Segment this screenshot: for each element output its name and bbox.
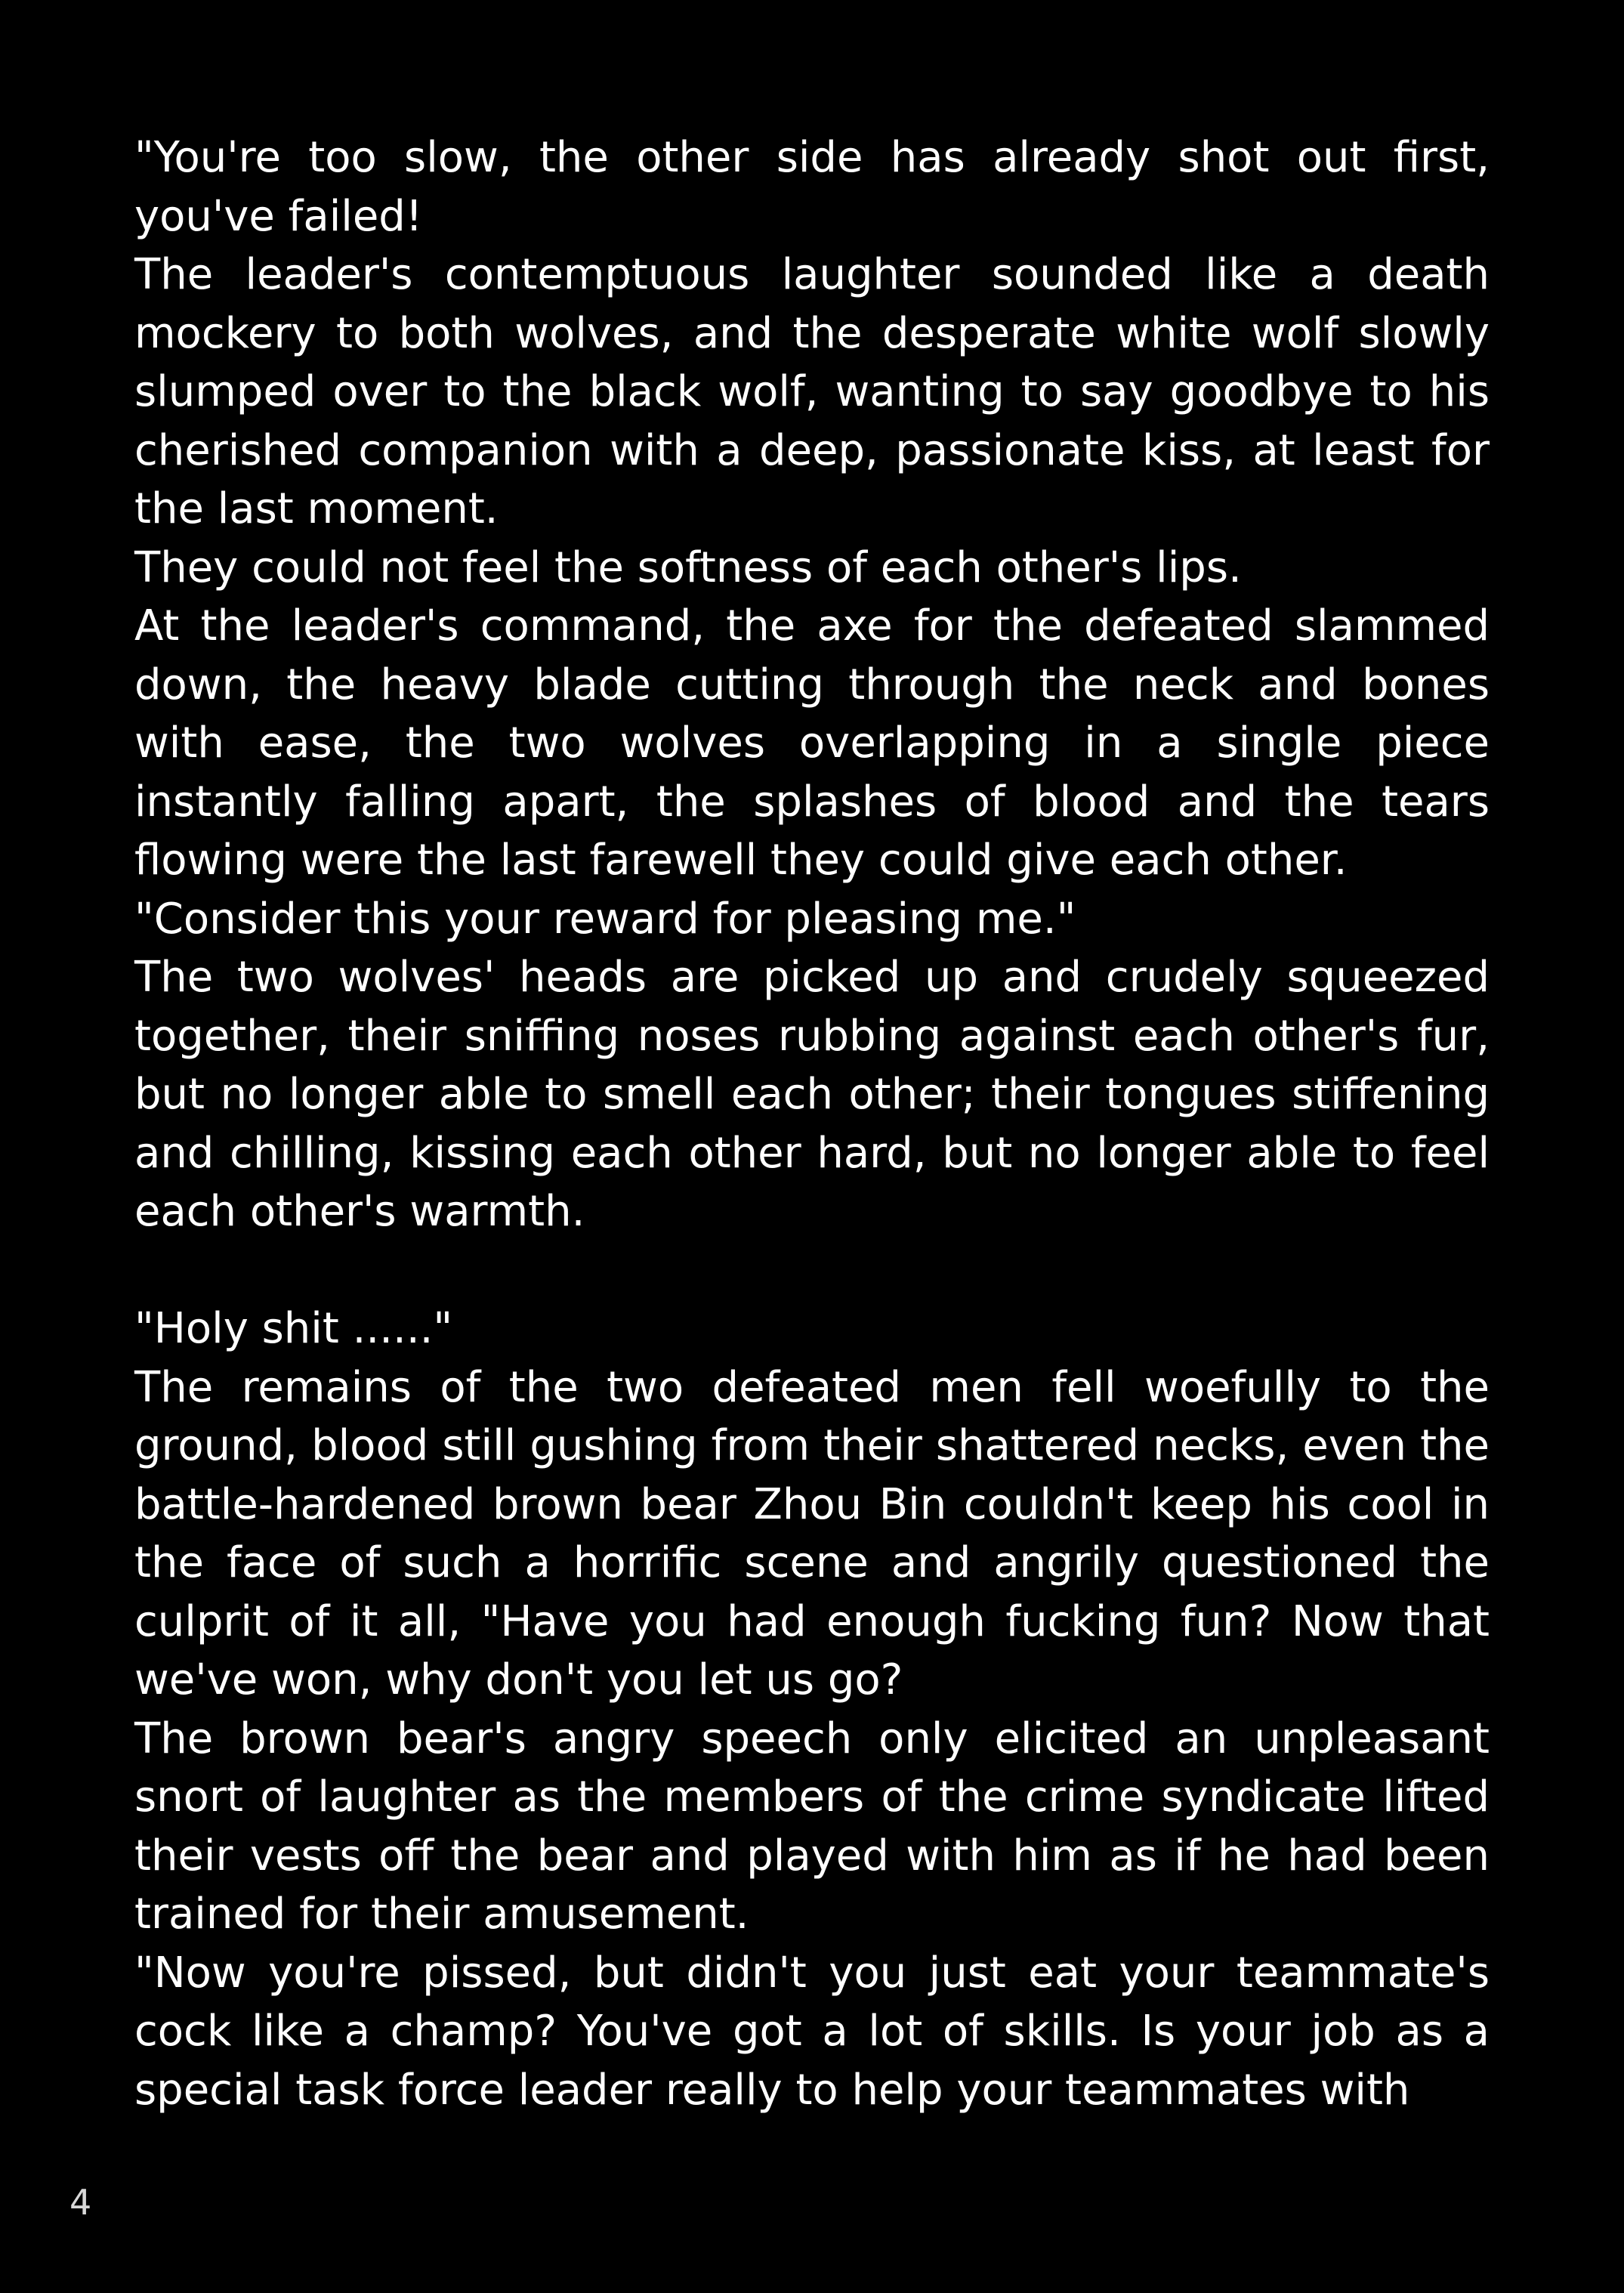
page-number: 4 bbox=[69, 2182, 92, 2223]
paragraph-6: The two wolves' heads are picked up and crudely squeezed together, their sniffing noses rubbing against each other's fur, but no longer able to smell each other; their tongues stiffening and chilling, kissing each other hard, but no longer able to feel each other's warmth. bbox=[134, 953, 1490, 1236]
paragraph-2: The leader's contemptuous laughter sounded like a death mockery to both wolves, and the desperate white wolf slowly slumped over to the black wolf, wanting to say goodbye to his cherished companion with a deep, passionate kiss, at least for the last moment. bbox=[134, 250, 1490, 533]
paragraph-3: They could not feel the softness of each other's lips. bbox=[134, 542, 1242, 592]
paragraph-8: The remains of the two defeated men fell woefully to the ground, blood still gushing from their shattered necks, even the battle-hardened brown bear Zhou Bin couldn't keep his cool in the face of such a horrific scene and angrily questioned the culprit of it all, "Have you had enough fucking fun? Now that we've won, why don't you let us go? bbox=[134, 1362, 1490, 1704]
paragraph-10: "Now you're pissed, but didn't you just eat your teammate's cock like a champ? You've got a lot of skills. Is your job as a special task force leader really to help your teammates with bbox=[134, 1948, 1490, 2115]
paragraph-7: "Holy shit ......" bbox=[134, 1304, 453, 1353]
paragraph-5: "Consider this your reward for pleasing me." bbox=[134, 894, 1076, 944]
paragraph-9: The brown bear's angry speech only elicited an unpleasant snort of laughter as the members of the crime syndicate lifted their vests off the bear and played with him as if he had been trained for their amusement. bbox=[134, 1714, 1490, 1939]
paragraph-1: "You're too slow, the other side has already shot out first, you've failed! bbox=[134, 133, 1490, 241]
paragraph-break bbox=[134, 1241, 1490, 1300]
paragraph-4: At the leader's command, the axe for the defeated slammed down, the heavy blade cutting through the neck and bones with ease, the two wolves overlapping in a single piece instantly falling apart, the splashes of blood and the tears flowing were the last farewell they could give each other. bbox=[134, 601, 1490, 885]
story-text-column bbox=[134, 128, 1490, 2119]
